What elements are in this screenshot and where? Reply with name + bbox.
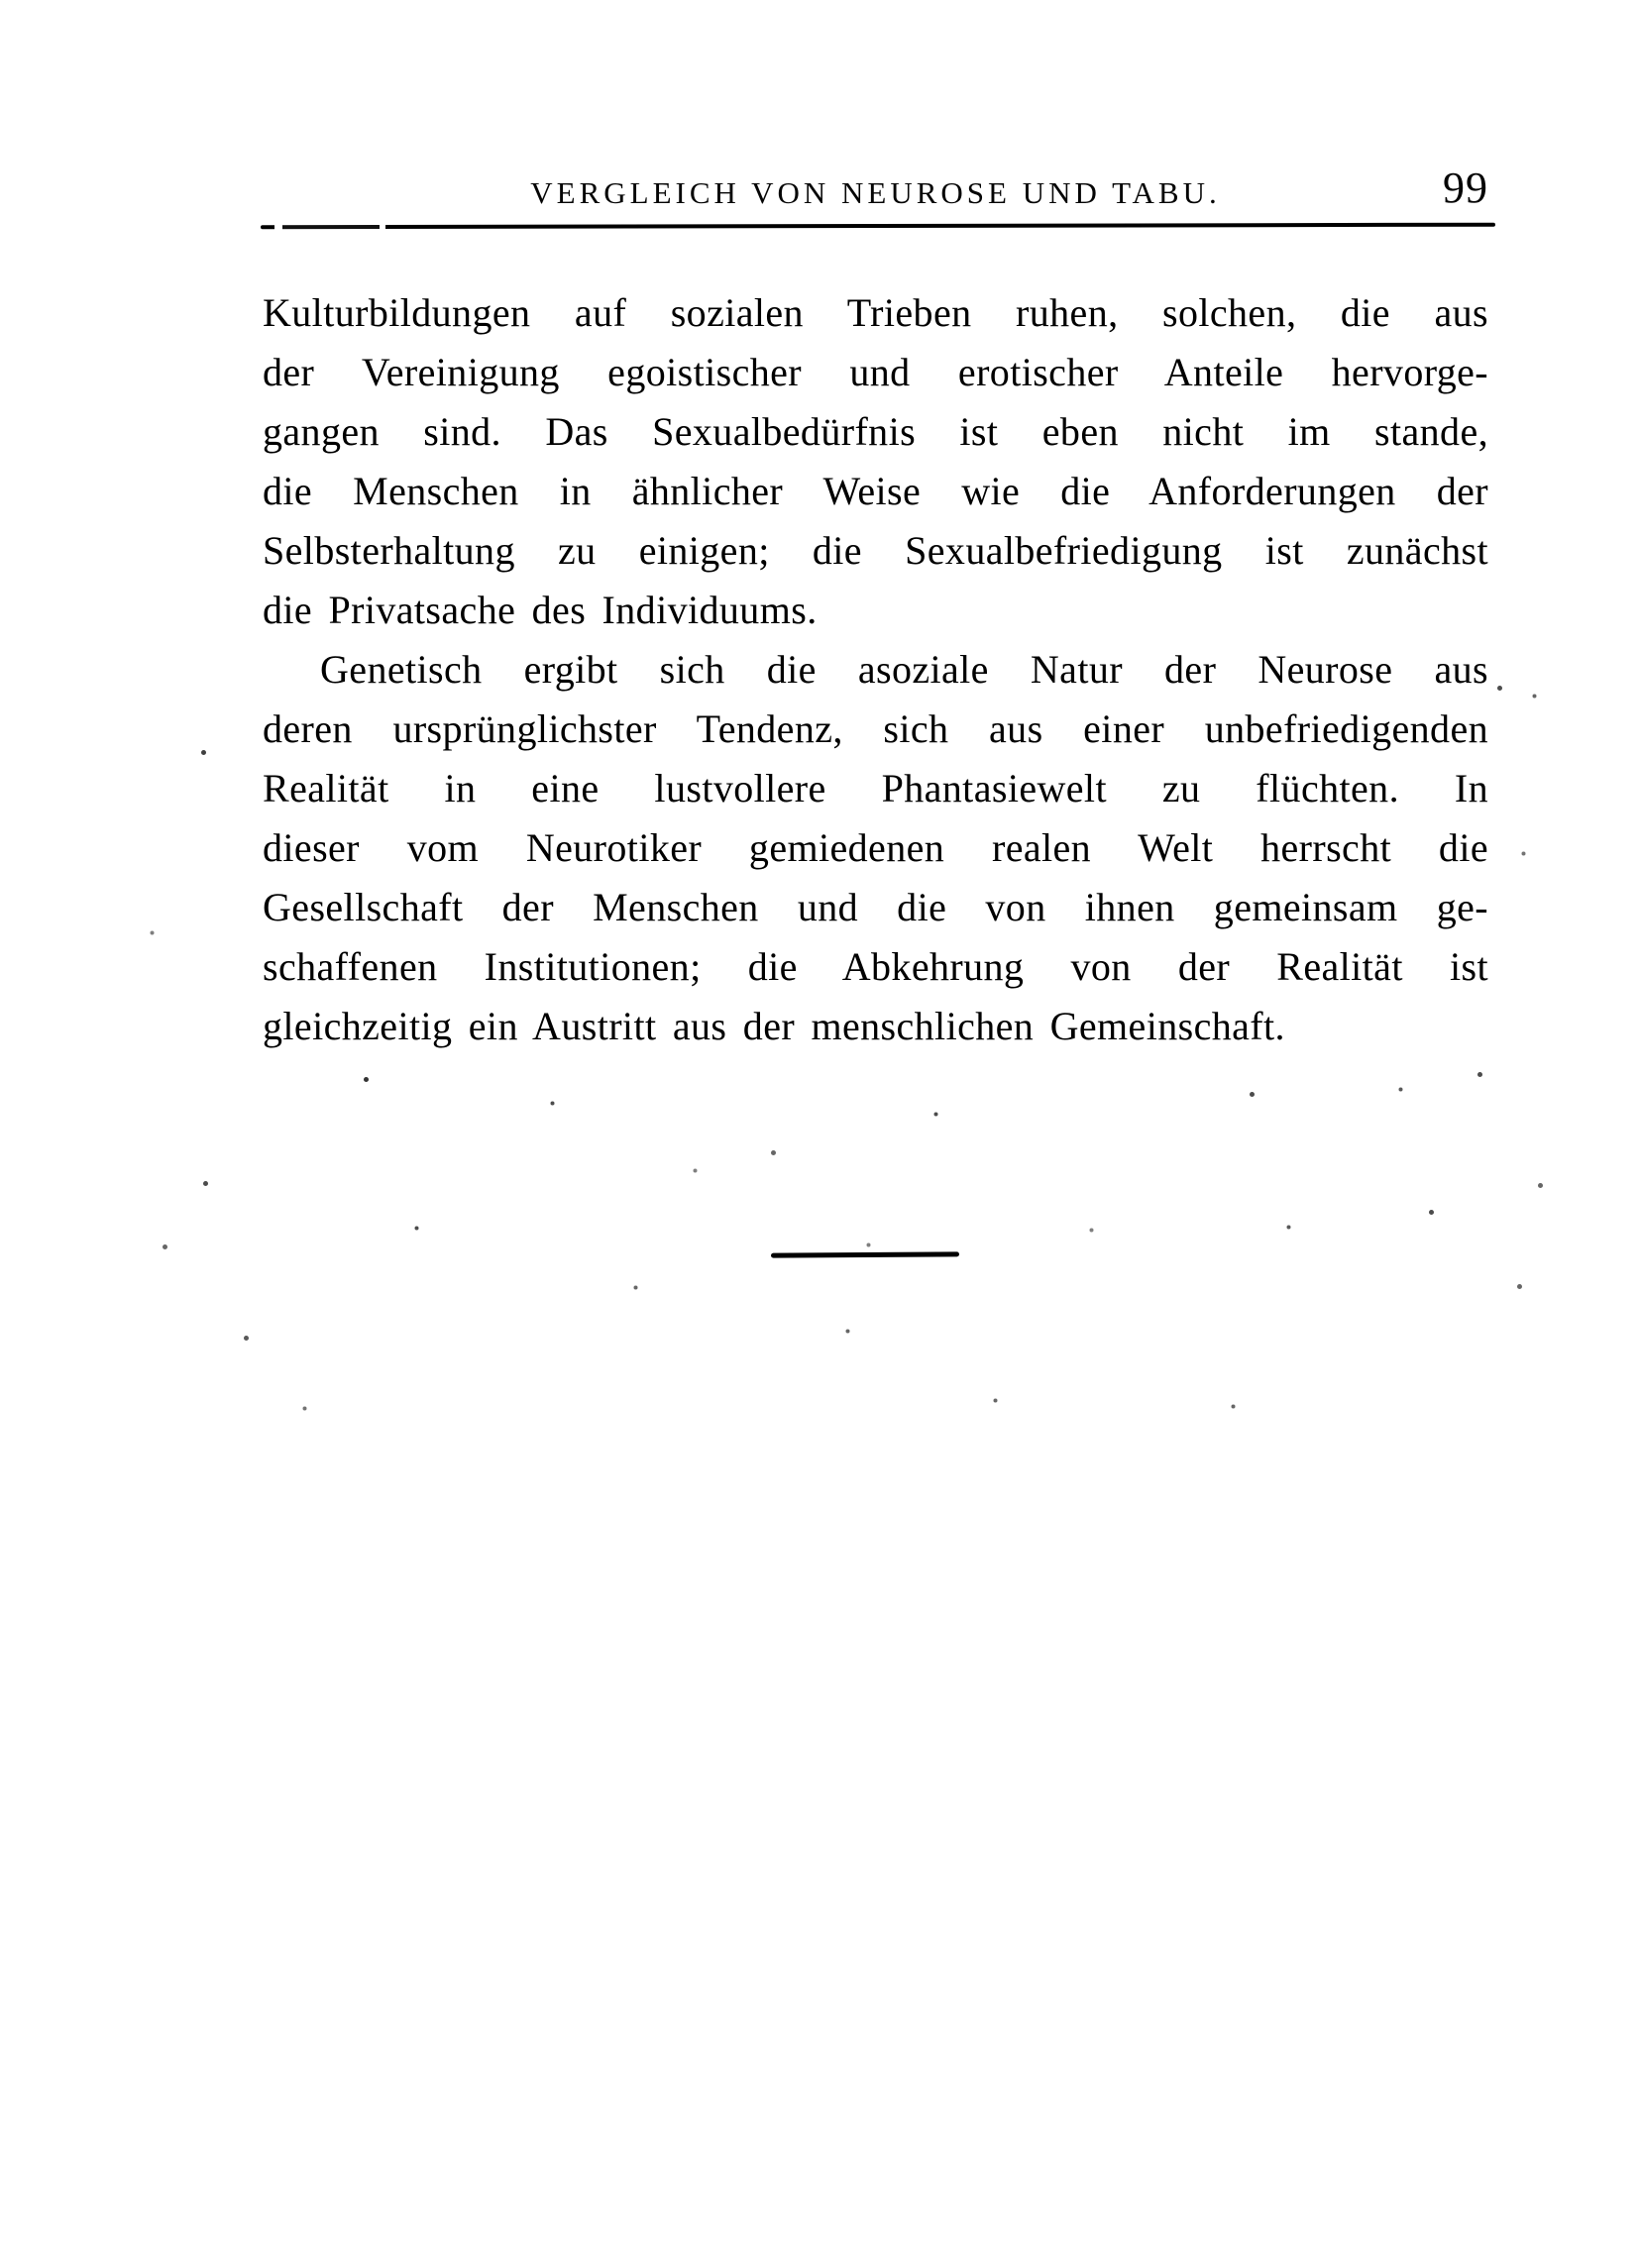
text-line: schaffenen Institutionen; die Abkehrung von der Realität ist: [263, 944, 1488, 989]
text-line: die Menschen in ähnlicher Weise wie die Anforderungen der: [263, 469, 1488, 513]
text-line: Genetisch ergibt sich die asoziale Natur der Neurose aus: [320, 647, 1488, 692]
text-line: Selbsterhaltung zu einigen; die Sexualbefriedigung ist zunächst: [263, 528, 1488, 573]
text-line: die Privatsache des Individuums.: [263, 588, 818, 632]
section-divider-rule: [771, 1251, 959, 1257]
paragraph-1: [263, 283, 1488, 640]
text-line: gangen sind. Das Sexualbedürfnis ist eben nicht im stande,: [263, 409, 1488, 454]
paragraph-2: [263, 640, 1488, 1056]
text-line: Gesellschaft der Menschen und die von ihnen gemeinsam ge-: [263, 885, 1488, 929]
text-line: der Vereinigung egoistischer und erotischer Anteile hervorge-: [263, 350, 1488, 394]
text-line: deren ursprünglichster Tendenz, sich aus einer unbefriedigenden: [263, 706, 1488, 751]
scan-noise: [0, 0, 3, 3]
text-line: Realität in eine lustvollere Phantasiewelt zu flüchten. In: [263, 766, 1488, 810]
header-title: VERGLEICH VON NEUROSE UND TABU.: [530, 175, 1221, 210]
text-line: dieser vom Neurotiker gemiedenen realen Welt herrscht die: [263, 825, 1488, 870]
text-line: Kulturbildungen auf sozialen Trieben ruhen, solchen, die aus: [263, 290, 1488, 335]
text-line: gleichzeitig ein Austritt aus der menschlichen Gemeinschaft.: [263, 1004, 1285, 1048]
running-header: [263, 163, 1488, 216]
page-body: [263, 283, 1488, 1056]
page-number: 99: [1443, 163, 1488, 212]
header-rule: [261, 223, 1495, 230]
